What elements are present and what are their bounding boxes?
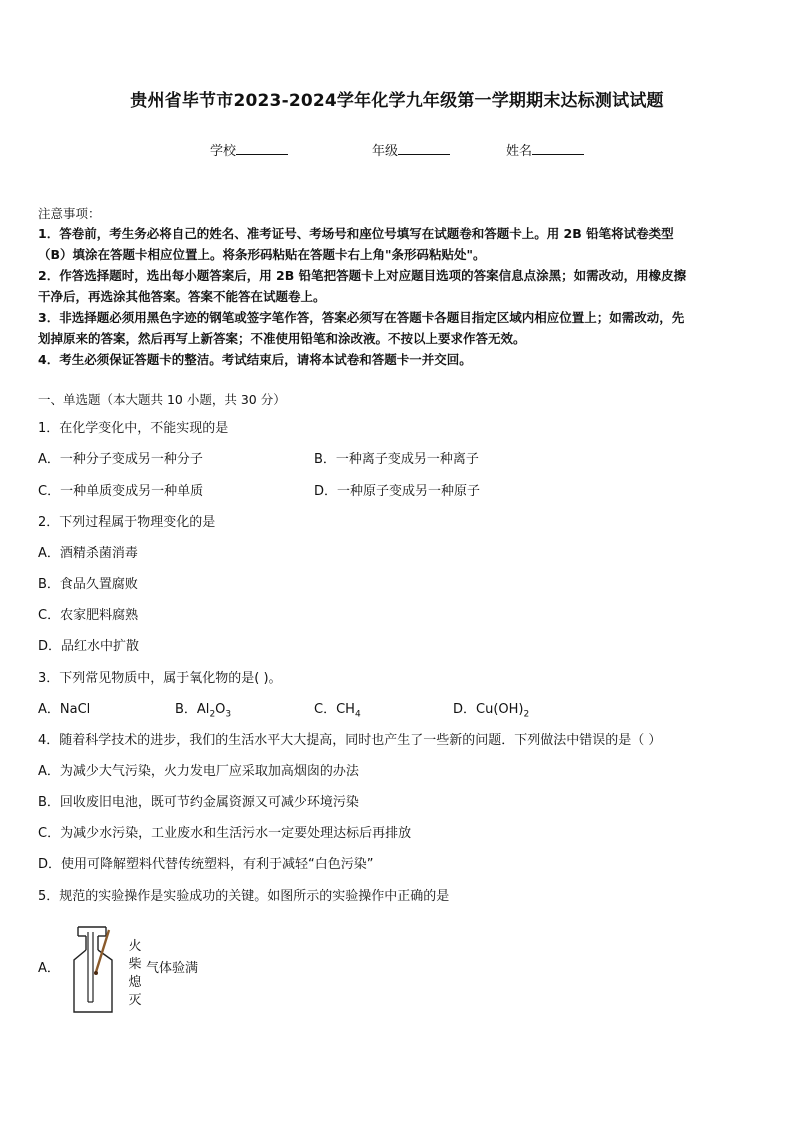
name-field [506, 140, 584, 159]
q3-option-c-text: C．CH [314, 702, 355, 717]
q3-option-b-text: O [215, 702, 226, 717]
subscript: 2 [523, 709, 530, 720]
label-char: 火 [128, 939, 142, 954]
q1-option-d[interactable]: D．一种原子变成另一种原子 [314, 484, 481, 499]
note-line: 划掉原来的答案，然后再写上新答案；不准使用铅笔和涂改液。不按以上要求作答无效。 [38, 331, 526, 346]
q2-option-d[interactable]: D．品红水中扩散 [38, 639, 140, 654]
name-blank[interactable] [532, 142, 584, 155]
q5-option-a-figure[interactable] [38, 918, 238, 1018]
q3-option-d-text: D．Cu(OH) [453, 702, 524, 717]
subscript: 4 [354, 709, 361, 720]
q2-stem: 2．下列过程属于物理变化的是 [38, 515, 216, 530]
name-label: 姓名 [506, 144, 533, 159]
subscript: 2 [209, 709, 216, 720]
q3-option-a[interactable] [38, 698, 90, 717]
note-line: 2．作答选择题时，选出每小题答案后，用 2B 铅笔把答题卡上对应题目选项的答案信息点涂黑；如需改动，用橡皮擦 [38, 268, 687, 283]
section-heading: 一、单选题（本大题共 10 小题，共 30 分） [38, 392, 286, 407]
q3-option-d[interactable] [453, 698, 529, 720]
label-char: 灭 [128, 993, 142, 1008]
label-char: 熄 [128, 975, 142, 990]
label-char: 柴 [128, 957, 142, 972]
q3-stem: 3．下列常见物质中，属于氧化物的是( )。 [38, 671, 282, 686]
note-line: 1．答卷前，考生务必将自己的姓名、准考证号、考场号和座位号填写在试题卷和答题卡上。用 2B 铅笔将试卷类型 [38, 226, 674, 241]
note-line: （B）填涂在答题卡相应位置上。将条形码粘贴在答题卡右上角"条形码粘贴处"。 [38, 247, 486, 262]
note-line: 干净后，再选涂其他答案。答案不能答在试题卷上。 [38, 289, 326, 304]
q5-stem: 5．规范的实验操作是实验成功的关键。如图所示的实验操作中正确的是 [38, 889, 450, 904]
q2-option-a[interactable]: A．酒精杀菌消毒 [38, 546, 138, 561]
match-vertical-label [128, 938, 142, 1010]
note-line: 3．非选择题必须用黑色字迹的钢笔或签字笔作答，答案必须写在答题卡各题目指定区域内相应位置上；如需改动，先 [38, 310, 685, 325]
page-title: 贵州省毕节市2023-2024学年化学九年级第一学期期末达标测试试题 [130, 91, 664, 111]
q1-option-a[interactable]: A．一种分子变成另一种分子 [38, 452, 203, 467]
gas-bottle-illustration [62, 918, 132, 1018]
school-blank[interactable] [236, 142, 288, 155]
q2-option-b[interactable]: B．食品久置腐败 [38, 577, 138, 592]
note-line: 4．考生必须保证答题卡的整洁。考试结束后，请将本试卷和答题卡一并交回。 [38, 352, 472, 367]
grade-label: 年级 [372, 144, 399, 159]
q3-option-b-text: B．Al [175, 702, 210, 717]
q4-option-d[interactable]: D．使用可降解塑料代替传统塑料，有利于减轻“白色污染” [38, 857, 374, 872]
q4-option-a[interactable]: A．为减少大气污染，火力发电厂应采取加高烟囱的办法 [38, 764, 359, 779]
q4-stem: 4．随着科学技术的进步，我们的生活水平大大提高，同时也产生了一些新的问题．下列做法中错误的是（ ） [38, 733, 662, 748]
notes-heading: 注意事项： [38, 206, 101, 221]
subscript: 3 [225, 709, 232, 720]
q2-option-c[interactable]: C．农家肥料腐熟 [38, 608, 139, 623]
q3-option-c[interactable] [314, 698, 361, 720]
q1-option-b[interactable]: B．一种离子变成另一种离子 [314, 452, 479, 467]
q3-option-a-text: A．NaCl [38, 702, 91, 717]
q1-option-c[interactable]: C．一种单质变成另一种单质 [38, 484, 204, 499]
q3-option-b[interactable] [175, 698, 231, 720]
q4-option-b[interactable]: B．回收废旧电池，既可节约金属资源又可减少环境污染 [38, 795, 359, 810]
q5-option-a-caption: 气体验满 [146, 961, 199, 976]
school-label: 学校 [210, 144, 237, 159]
grade-blank[interactable] [398, 142, 450, 155]
school-field [210, 140, 288, 159]
grade-field [372, 140, 450, 159]
q4-option-c[interactable]: C．为减少水污染，工业废水和生活污水一定要处理达标后再排放 [38, 826, 412, 841]
q5-option-a-label: A． [38, 961, 60, 976]
q1-stem: 1．在化学变化中，不能实现的是 [38, 421, 229, 436]
